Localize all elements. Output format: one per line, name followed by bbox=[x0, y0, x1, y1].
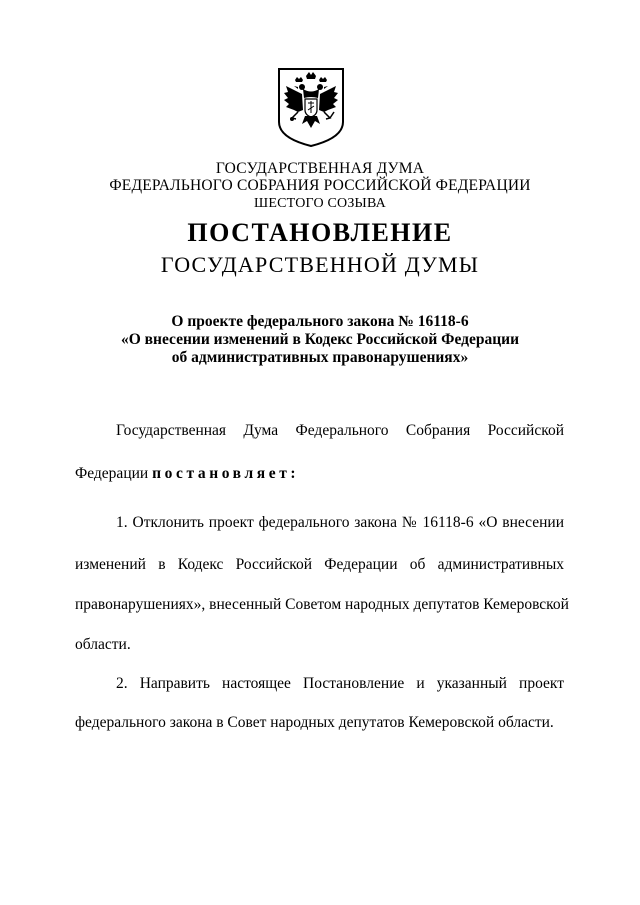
subject-line-3: об административных правонарушениях» bbox=[171, 349, 469, 366]
convocation: ШЕСТОГО СОЗЫВА bbox=[254, 196, 386, 211]
org-name-line-2: ФЕДЕРАЛЬНОГО СОБРАНИЯ РОССИЙСКОЙ ФЕДЕРАЦИИ bbox=[109, 177, 531, 194]
document-type-title: ПОСТАНОВЛЕНИЕ bbox=[187, 218, 453, 247]
item-2-line-1: 2. Направить настоящее Постановление и указанный проект bbox=[116, 675, 564, 692]
preamble-line-2 bbox=[75, 465, 564, 483]
preamble-line-1: Государственная Дума Федерального Собрания Российской bbox=[116, 422, 564, 439]
item-1-line-2: изменений в Кодекс Российской Федерации об административных bbox=[75, 556, 564, 573]
item-1-line-4: области. bbox=[75, 636, 131, 653]
item-2-line-2: федерального закона в Совет народных депутатов Кемеровской области. bbox=[75, 714, 554, 731]
subject-line-2: «О внесении изменений в Кодекс Российской Федерации bbox=[120, 331, 520, 348]
preamble-verb: постановляет: bbox=[152, 465, 300, 482]
preamble-text: Федерации bbox=[75, 465, 153, 482]
item-1-line-3: правонарушениях», внесенный Советом народных депутатов Кемеровской bbox=[75, 596, 569, 613]
subject-line-1: О проекте федерального закона № 16118-6 bbox=[171, 313, 469, 330]
org-name-line-1: ГОСУДАРСТВЕННАЯ ДУМА bbox=[215, 160, 425, 177]
item-1-line-1: 1. Отклонить проект федерального закона № 16118-6 «О внесении bbox=[116, 514, 564, 531]
russian-coat-of-arms-icon bbox=[276, 66, 346, 148]
document-issuer: ГОСУДАРСТВЕННОЙ ДУМЫ bbox=[160, 252, 480, 277]
